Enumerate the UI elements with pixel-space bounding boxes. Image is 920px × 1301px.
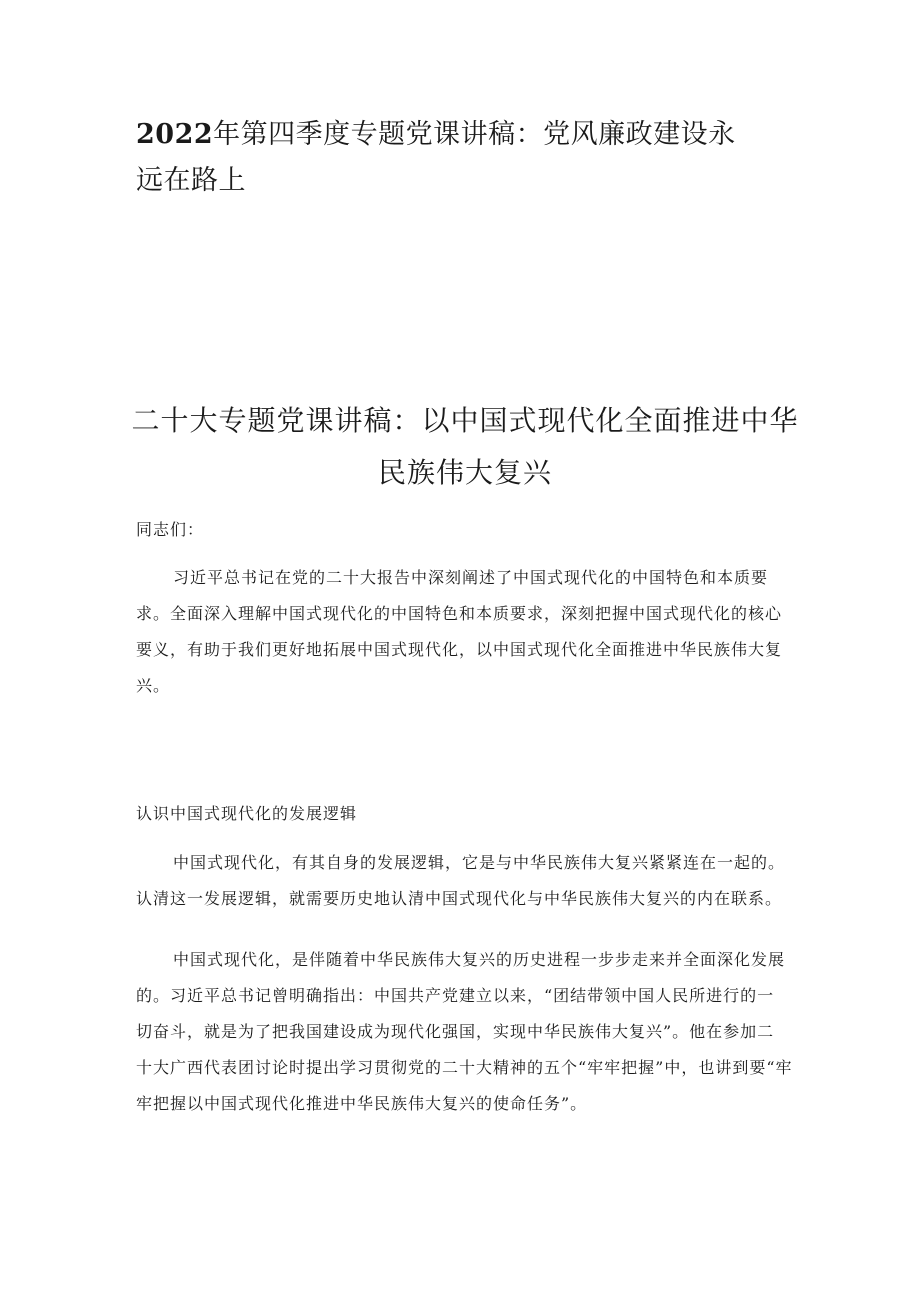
- paragraph-line: 中国式现代化，是伴随着中华民族伟大复兴的历史进程一步步走来并全面深化发展: [173, 950, 786, 969]
- paragraph-line: 的。习近平总书记曾明确指出：中国共产党建立以来，“团结带领中国人民所进行的一: [136, 986, 775, 1005]
- paragraph-line: 兴。: [136, 676, 171, 695]
- paragraph-line: 中国式现代化，有其自身的发展逻辑，它是与中华民族伟大复兴紧紧连在一起的。: [173, 853, 786, 872]
- lecture-title: [120, 395, 810, 499]
- paragraph-line: 求。全面深入理解中国式现代化的中国特色和本质要求，深刻把握中国式现代化的核心: [136, 604, 783, 623]
- section-heading-text: 认识中国式现代化的发展逻辑: [136, 804, 358, 823]
- section-heading: [136, 796, 800, 832]
- document-title-line-2: 远在路上: [136, 165, 246, 196]
- lecture-title-line-2: 民族伟大复兴: [377, 456, 552, 489]
- salutation: [136, 512, 800, 548]
- paragraph-line: 习近平总书记在党的二十大报告中深刻阐述了中国式现代化的中国特色和本质要: [173, 568, 769, 587]
- lecture-title-line-1: 二十大专题党课讲稿：以中国式现代化全面推进中华: [131, 404, 799, 437]
- paragraph-intro: [136, 560, 800, 704]
- document-title-line-1: [136, 112, 776, 158]
- paragraph-line: 十大广西代表团讨论时提出学习贯彻党的二十大精神的五个“牢牢把握”中，也讲到要“牢: [136, 1058, 793, 1077]
- paragraph-line: 切奋斗，就是为了把我国建设成为现代化强国，实现中华民族伟大复兴”。他在参加二: [136, 1022, 775, 1041]
- paragraph-line: 牢把握以中国式现代化推进中华民族伟大复兴的使命任务”。: [136, 1094, 588, 1113]
- paragraph-line: 要义，有助于我们更好地拓展中国式现代化，以中国式现代化全面推进中华民族伟大复: [136, 640, 783, 659]
- paragraph-logic: [136, 845, 800, 917]
- paragraph-history: [136, 942, 800, 1122]
- paragraph-line: 认清这一发展逻辑，就需要历史地认清中国式现代化与中华民族伟大复兴的内在联系。: [136, 889, 783, 908]
- document-title-year: 2022: [136, 119, 214, 150]
- document-title: [136, 112, 776, 204]
- document-title-line-1-text: 年第四季度专题党课讲稿：党风廉政建设永: [213, 119, 736, 150]
- salutation-text: 同志们：: [136, 520, 205, 539]
